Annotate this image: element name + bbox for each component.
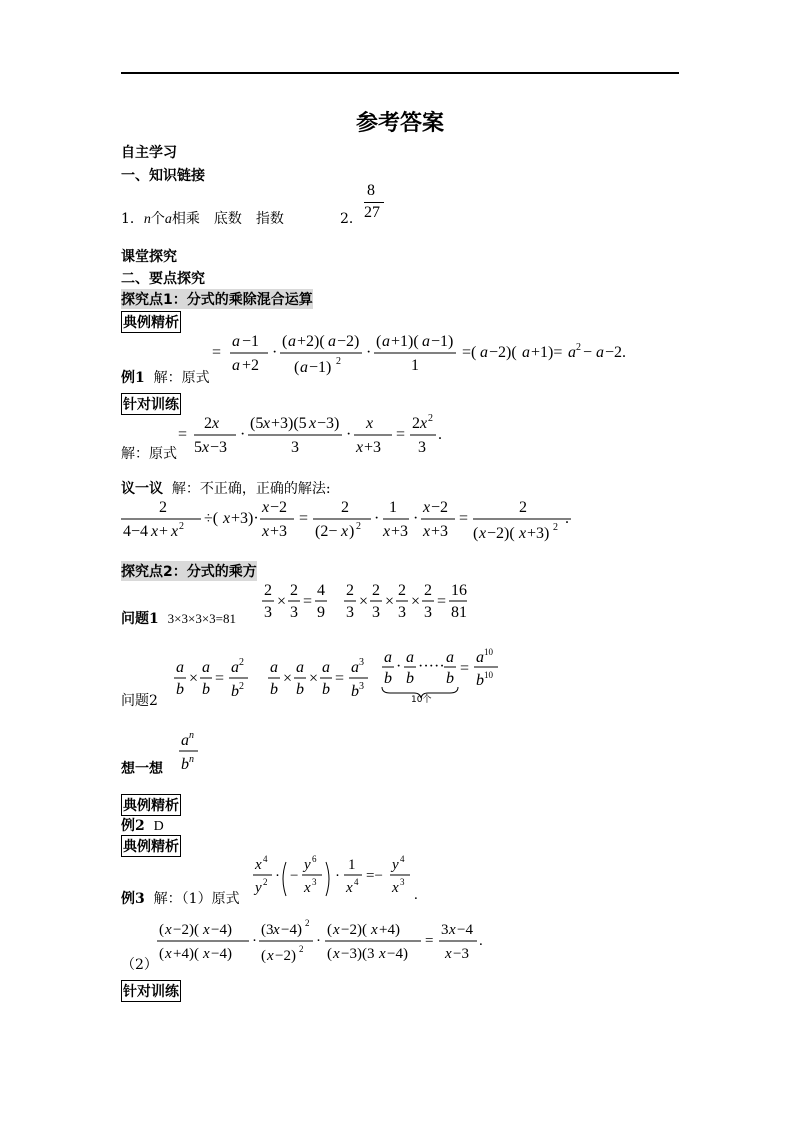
svg-text:2: 2 — [356, 521, 361, 532]
svg-text:=−: =− — [366, 868, 383, 884]
svg-text:a: a — [232, 333, 240, 350]
subheading-key-points: 二、要点探究 — [121, 271, 205, 287]
svg-text:x: x — [263, 415, 271, 432]
svg-text:=: = — [215, 670, 225, 687]
example-1-line — [121, 367, 210, 387]
svg-text:a: a — [300, 359, 308, 376]
svg-text:b: b — [270, 681, 278, 698]
example-3-part-2: （2） — [121, 957, 158, 973]
svg-text:.: . — [438, 426, 442, 443]
svg-text:+1)=: +1)= — [531, 344, 563, 361]
svg-text:4: 4 — [317, 582, 325, 599]
example-1-formula — [210, 326, 660, 382]
svg-text:+4)(: +4)( — [173, 946, 199, 962]
subheading-knowledge-link: 一、知识链接 — [121, 168, 205, 184]
svg-text:b: b — [202, 681, 210, 698]
svg-text:a: a — [328, 333, 336, 350]
svg-text:(: ( — [282, 333, 288, 350]
svg-text:a: a — [232, 357, 240, 374]
svg-text:b: b — [181, 756, 189, 773]
svg-text:+3): +3) — [527, 525, 550, 542]
svg-text:−2.: −2. — [605, 344, 627, 361]
svg-text:x: x — [273, 922, 280, 938]
svg-text:+3: +3 — [364, 439, 382, 456]
discuss-text: 解：不正确，正确的解法: — [171, 481, 331, 497]
svg-text:−1): −1) — [431, 333, 454, 350]
svg-text:a: a — [384, 649, 392, 666]
svg-text:·: · — [275, 868, 280, 884]
svg-text:=(: =( — [462, 344, 477, 361]
svg-text:−2: −2 — [431, 499, 449, 516]
svg-text:x: x — [420, 415, 428, 432]
svg-text:2: 2 — [305, 918, 310, 928]
svg-text:=: = — [460, 660, 470, 677]
svg-text:a: a — [422, 333, 430, 350]
svg-text:=: = — [178, 426, 188, 443]
example-3-formula-2 — [155, 914, 495, 970]
svg-text:(: ( — [159, 946, 164, 962]
svg-text:1: 1 — [348, 857, 356, 873]
svg-text:2: 2 — [263, 877, 268, 887]
example-tag-1: 典例精析 — [121, 311, 181, 333]
svg-text:4−4: 4−4 — [123, 523, 149, 540]
point-2-heading: 探究点2：分式的乘方 — [121, 561, 257, 581]
svg-text:b: b — [322, 681, 330, 698]
svg-text:2: 2 — [519, 499, 527, 516]
point-1-heading: 探究点1：分式的乘除混合运算 — [121, 289, 313, 309]
svg-text:x: x — [423, 523, 431, 540]
svg-text:3: 3 — [441, 922, 449, 938]
svg-text:2: 2 — [424, 582, 432, 599]
svg-text:−4: −4 — [457, 922, 473, 938]
example-3-text: 解：（1）原式 — [153, 891, 240, 907]
svg-text:2: 2 — [239, 657, 244, 668]
svg-text:x: x — [212, 415, 220, 432]
example-tag-3: 典例精析 — [121, 835, 181, 857]
svg-text:a: a — [596, 344, 604, 361]
svg-text:81: 81 — [451, 604, 467, 621]
svg-text:+2)(: +2)( — [297, 333, 325, 350]
svg-text:2: 2 — [412, 415, 420, 432]
svg-text:+2: +2 — [242, 357, 260, 374]
svg-text:3: 3 — [359, 657, 364, 668]
svg-text:2: 2 — [239, 681, 244, 692]
svg-text:−4): −4) — [211, 922, 232, 938]
svg-text:+3: +3 — [391, 523, 409, 540]
svg-text:(: ( — [376, 333, 382, 350]
svg-text:=: = — [212, 344, 222, 361]
svg-text:=: = — [425, 933, 434, 949]
svg-text:10: 10 — [484, 670, 493, 680]
answer-1-mid: 个 — [150, 211, 165, 227]
example-3-label: 例3 — [121, 891, 145, 907]
svg-text:−: − — [583, 344, 593, 361]
svg-text:2: 2 — [372, 582, 380, 599]
svg-text:·: · — [316, 933, 321, 949]
svg-text:−1: −1 — [242, 333, 260, 350]
svg-text:=: = — [299, 510, 309, 527]
svg-text:a: a — [382, 333, 390, 350]
svg-text:x: x — [356, 439, 364, 456]
answer-1-n: n — [143, 212, 151, 227]
svg-text:6: 6 — [312, 854, 317, 864]
svg-text:3: 3 — [372, 604, 380, 621]
svg-text:3: 3 — [312, 877, 317, 887]
svg-text:·: · — [272, 344, 278, 361]
svg-text:x: x — [392, 880, 399, 896]
svg-text:5: 5 — [194, 439, 202, 456]
svg-text:×: × — [283, 670, 293, 687]
question-1-text: 3×3×3×3=81 — [167, 611, 236, 626]
svg-text:3: 3 — [291, 439, 299, 456]
svg-text:x: x — [449, 922, 456, 938]
svg-text:a: a — [176, 659, 184, 676]
svg-text:−2)(: −2)( — [341, 922, 367, 938]
svg-text:4: 4 — [263, 854, 268, 864]
svg-text:x: x — [262, 523, 270, 540]
svg-text:3: 3 — [418, 439, 426, 456]
svg-text:=: = — [335, 670, 345, 687]
svg-text:x: x — [379, 946, 386, 962]
svg-text:x: x — [203, 946, 210, 962]
svg-text:x: x — [371, 922, 378, 938]
svg-text:b: b — [384, 670, 392, 687]
svg-text:(: ( — [261, 948, 266, 964]
drill-tag-1: 针对训练 — [121, 393, 181, 415]
answer-2-numerator: 8 — [367, 182, 375, 199]
svg-text:−4): −4) — [211, 946, 232, 962]
svg-text:−1): −1) — [309, 359, 332, 376]
example-1-text: 解：原式 — [153, 370, 210, 386]
svg-text:−2: −2 — [270, 499, 288, 516]
header-rule — [121, 72, 679, 74]
svg-text:x: x — [151, 523, 159, 540]
svg-text:a: a — [270, 659, 278, 676]
svg-text:2: 2 — [346, 582, 354, 599]
svg-text:(5: (5 — [250, 415, 264, 432]
svg-text:y: y — [392, 857, 399, 873]
svg-text:x: x — [309, 415, 317, 432]
example-3-line — [121, 888, 240, 908]
svg-text:=: = — [303, 593, 313, 610]
svg-text:2: 2 — [299, 944, 304, 954]
example-2-line — [121, 815, 164, 835]
svg-text:x: x — [223, 510, 231, 527]
page-title: 参考答案 — [355, 111, 444, 136]
answer-1 — [121, 208, 284, 228]
svg-text:+: + — [159, 523, 169, 540]
svg-text:x: x — [165, 922, 172, 938]
svg-text:+1)(: +1)( — [391, 333, 419, 350]
svg-text:(3: (3 — [261, 922, 274, 938]
svg-text:(: ( — [327, 922, 332, 938]
svg-text:b: b — [231, 683, 239, 700]
svg-text:×: × — [189, 670, 199, 687]
svg-text:9: 9 — [317, 604, 325, 621]
svg-text:x: x — [202, 439, 210, 456]
svg-text:−4): −4) — [281, 922, 302, 938]
svg-text:−4): −4) — [387, 946, 408, 962]
svg-text:b: b — [406, 670, 414, 687]
svg-text:2: 2 — [204, 415, 212, 432]
svg-text:a: a — [568, 344, 576, 361]
svg-text:−3): −3) — [317, 415, 340, 432]
svg-text:3: 3 — [400, 877, 405, 887]
svg-text:(: ( — [473, 525, 479, 542]
svg-text:=: = — [459, 510, 469, 527]
question-2-formula — [170, 646, 510, 708]
svg-text:−2)(: −2)( — [487, 525, 515, 542]
svg-text:x: x — [346, 880, 353, 896]
svg-text:x: x — [267, 948, 274, 964]
drill-text: 解：原式 — [121, 446, 177, 462]
svg-text:3: 3 — [264, 604, 272, 621]
svg-text:×: × — [309, 670, 319, 687]
svg-text:a: a — [476, 649, 484, 666]
svg-text:): ) — [349, 523, 355, 540]
svg-text:2: 2 — [336, 356, 341, 367]
question-1-formula — [258, 576, 468, 626]
drill-formula — [170, 408, 470, 464]
svg-text:2: 2 — [159, 499, 167, 516]
svg-text:2: 2 — [576, 342, 581, 353]
svg-text:2: 2 — [428, 413, 433, 424]
svg-text:x: x — [383, 523, 391, 540]
svg-text:−2): −2) — [275, 948, 296, 964]
svg-text:10: 10 — [484, 647, 493, 657]
drill-tag-2: 针对训练 — [121, 980, 181, 1002]
question-1-label: 问题1 — [121, 611, 159, 627]
svg-text:−3: −3 — [453, 946, 469, 962]
think-label: 想一想 — [121, 761, 163, 777]
svg-text:x: x — [341, 523, 349, 540]
answer-2-number: 2． — [340, 211, 363, 227]
svg-text:a: a — [480, 344, 488, 361]
svg-text:x: x — [333, 946, 340, 962]
discuss-label: 议一议 — [121, 481, 163, 497]
svg-text:a: a — [231, 659, 239, 676]
svg-text:x: x — [445, 946, 452, 962]
svg-text:.: . — [414, 887, 418, 903]
svg-text:−2)(: −2)( — [173, 922, 199, 938]
svg-text:x: x — [333, 922, 340, 938]
svg-text:3: 3 — [346, 604, 354, 621]
discuss-formula — [119, 492, 579, 548]
svg-text:.: . — [479, 933, 483, 949]
svg-text:×: × — [277, 593, 287, 610]
svg-text:x: x — [304, 880, 311, 896]
svg-text:n: n — [189, 730, 194, 741]
svg-text:x: x — [479, 525, 487, 542]
answer-1-rest: 相乘 底数 指数 — [171, 211, 284, 227]
svg-text:b: b — [176, 681, 184, 698]
svg-text:÷(: ÷( — [204, 510, 219, 527]
svg-text:3: 3 — [290, 604, 298, 621]
svg-text:=: = — [437, 593, 447, 610]
svg-text:=: = — [396, 426, 406, 443]
svg-text:·····: ····· — [418, 658, 445, 675]
svg-text:+4): +4) — [379, 922, 400, 938]
example-3-formula-1 — [250, 852, 450, 904]
svg-text:y: y — [255, 880, 262, 896]
svg-text:·: · — [366, 344, 372, 361]
svg-text:−2)(: −2)( — [489, 344, 517, 361]
svg-text:a: a — [406, 649, 414, 666]
svg-text:a: a — [288, 333, 296, 350]
section-heading-self-study: 自主学习 — [121, 145, 177, 161]
svg-text:x: x — [171, 523, 179, 540]
svg-text:·: · — [346, 426, 352, 443]
svg-text:·: · — [374, 510, 380, 527]
svg-text:x: x — [165, 946, 172, 962]
svg-text:2: 2 — [553, 522, 558, 533]
question-1-line — [121, 608, 236, 628]
svg-text:2: 2 — [179, 521, 184, 532]
svg-text:a: a — [446, 649, 454, 666]
svg-text:(: ( — [327, 946, 332, 962]
svg-text:×: × — [359, 593, 369, 610]
svg-text:2: 2 — [341, 499, 349, 516]
svg-text:·: · — [240, 426, 246, 443]
svg-text:y: y — [304, 857, 311, 873]
svg-text:2: 2 — [398, 582, 406, 599]
svg-text:4: 4 — [354, 877, 359, 887]
svg-text:x: x — [203, 922, 210, 938]
svg-text:b: b — [351, 683, 359, 700]
example-tag-2: 典例精析 — [121, 794, 181, 816]
svg-text:+3: +3 — [270, 523, 288, 540]
section-heading-class-explore: 课堂探究 — [121, 249, 177, 265]
question-2-label: 问题2 — [121, 693, 158, 709]
svg-text:x: x — [366, 415, 374, 432]
svg-text:3: 3 — [359, 681, 364, 692]
svg-text:3: 3 — [398, 604, 406, 621]
svg-text:16: 16 — [451, 582, 467, 599]
svg-text:2: 2 — [290, 582, 298, 599]
svg-text:a: a — [351, 659, 359, 676]
svg-text:b: b — [446, 670, 454, 687]
svg-text:·: · — [396, 658, 402, 675]
svg-text:n: n — [189, 754, 194, 765]
svg-text:a: a — [202, 659, 210, 676]
svg-text:b: b — [476, 672, 484, 689]
svg-text:x: x — [519, 525, 527, 542]
svg-text:1: 1 — [389, 499, 397, 516]
answer-2-fraction-bar — [364, 202, 384, 203]
svg-text:(: ( — [294, 359, 300, 376]
svg-text:4: 4 — [400, 854, 405, 864]
svg-text:(: ( — [159, 922, 164, 938]
brace-label: 10个 — [411, 695, 432, 705]
svg-text:x: x — [262, 499, 270, 516]
svg-text:.: . — [565, 510, 569, 527]
answer-1-a: a — [164, 212, 172, 227]
svg-text:1: 1 — [411, 357, 419, 374]
svg-text:+3)(5: +3)(5 — [271, 415, 307, 432]
svg-text:x: x — [255, 857, 262, 873]
svg-text:a: a — [181, 732, 189, 749]
svg-text:3: 3 — [424, 604, 432, 621]
svg-text:−3: −3 — [210, 439, 228, 456]
example-2-answer: D — [153, 819, 164, 834]
example-2-label: 例2 — [121, 818, 145, 834]
svg-text:2: 2 — [264, 582, 272, 599]
svg-text:+3: +3 — [431, 523, 449, 540]
svg-text:−2): −2) — [337, 333, 360, 350]
svg-text:+3)·: +3)· — [231, 510, 259, 527]
svg-text:−3)(3: −3)(3 — [341, 946, 375, 962]
svg-text:a: a — [522, 344, 530, 361]
svg-text:a: a — [322, 659, 330, 676]
svg-text:(2−: (2− — [315, 523, 338, 540]
answer-1-number: 1． — [121, 211, 144, 227]
svg-text:×: × — [385, 593, 395, 610]
answer-2-denominator: 27 — [364, 204, 380, 221]
svg-text:·: · — [413, 510, 419, 527]
svg-text:x: x — [423, 499, 431, 516]
example-1-label: 例1 — [121, 370, 145, 386]
svg-text:×: × — [411, 593, 421, 610]
svg-text:·: · — [335, 868, 340, 884]
svg-text:a: a — [296, 659, 304, 676]
svg-text:·: · — [252, 933, 257, 949]
svg-text:−: − — [290, 868, 299, 884]
think-formula — [176, 728, 206, 774]
svg-text:b: b — [296, 681, 304, 698]
